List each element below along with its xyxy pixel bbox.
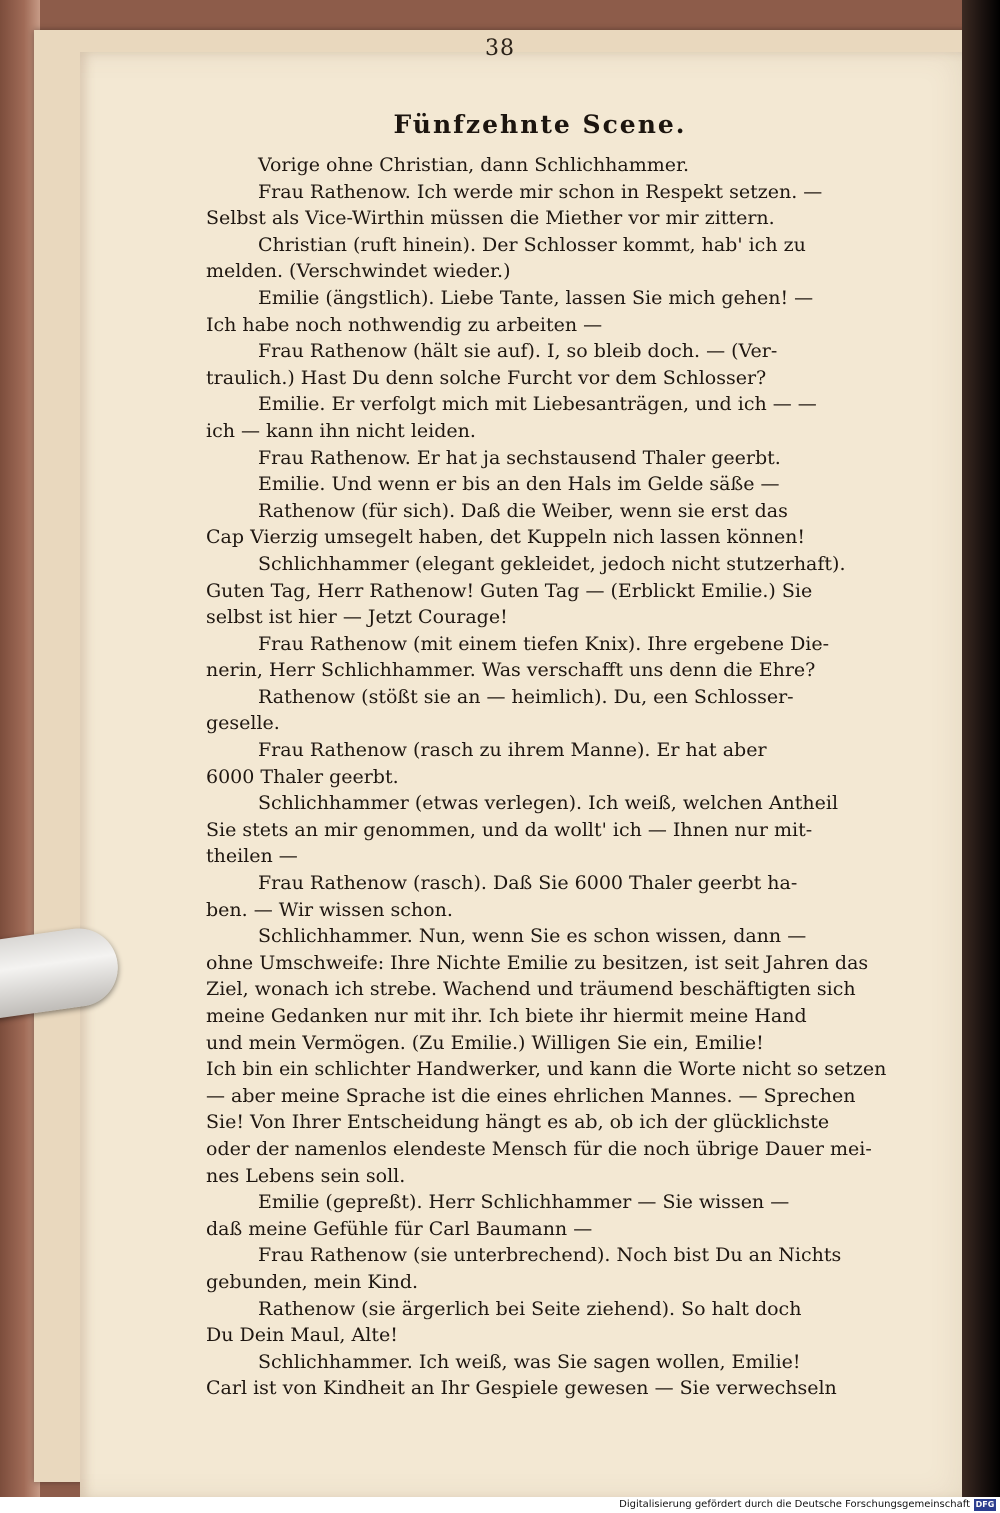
- page-number: 38: [485, 36, 515, 61]
- text-line: Ziel, wonach ich strebe. Wachend und träumend beschäftigten sich: [206, 978, 856, 1001]
- text-line: Frau Rathenow. Ich werde mir schon in Respekt setzen. —: [258, 180, 823, 203]
- text-line: Christian (ruft hinein). Der Schlosser kommt, hab' ich zu: [258, 233, 806, 256]
- footer-bar: [0, 1497, 1000, 1513]
- text-line: und mein Vermögen. (Zu Emilie.) Willigen Sie ein, Emilie!: [206, 1031, 764, 1054]
- dfg-logo: DFG: [975, 1500, 995, 1509]
- text-line: gebunden, mein Kind.: [206, 1270, 419, 1293]
- text-line: oder der namenlos elendeste Mensch für die noch übrige Dauer mei-: [206, 1137, 872, 1160]
- text-line: nerin, Herr Schlichhammer. Was verschafft uns denn die Ehre?: [206, 659, 816, 682]
- text-line: Emilie. Und wenn er bis an den Hals im Gelde säße —: [258, 473, 780, 496]
- text-line: Rathenow (stößt sie an — heimlich). Du, een Schlosser-: [258, 685, 794, 708]
- text-line: geselle.: [206, 712, 280, 735]
- text-block: [206, 152, 896, 1402]
- text-line: daß meine Gefühle für Carl Baumann —: [206, 1217, 593, 1240]
- book-spine: [962, 0, 1000, 1497]
- text-line: Frau Rathenow (rasch). Daß Sie 6000 Thaler geerbt ha-: [258, 872, 798, 895]
- text-line: Ich habe noch nothwendig zu arbeiten —: [206, 313, 603, 336]
- text-line: Cap Vierzig umsegelt haben, det Kuppeln nich lassen können!: [206, 526, 806, 549]
- text-line: Schlichhammer. Ich weiß, was Sie sagen wollen, Emilie!: [258, 1350, 801, 1373]
- text-line: Frau Rathenow (hält sie auf). I, so bleib doch. — (Ver-: [258, 340, 778, 363]
- text-line: meine Gedanken nur mit ihr. Ich biete ihr hiermit meine Hand: [206, 1005, 807, 1027]
- text-line: Vorige ohne Christian, dann Schlichhammer.: [258, 154, 690, 176]
- text-line: Schlichhammer (elegant gekleidet, jedoch nicht stutzerhaft).: [258, 552, 846, 575]
- text-line: Carl ist von Kindheit an Ihr Gespiele gewesen — Sie verwechseln: [206, 1377, 837, 1400]
- text-line: Emilie (ängstlich). Liebe Tante, lassen Sie mich gehen! —: [258, 286, 814, 309]
- text-line: 6000 Thaler geerbt.: [206, 765, 399, 788]
- funding-credit: Digitalisierung gefördert durch die Deutsche Forschungsgemeinschaft: [619, 1499, 970, 1510]
- text-line: ohne Umschweife: Ihre Nichte Emilie zu besitzen, ist seit Jahren das: [206, 951, 869, 974]
- text-line: Emilie (gepreßt). Herr Schlichhammer — Sie wissen —: [258, 1191, 790, 1214]
- text-line: melden. (Verschwindet wieder.): [206, 260, 511, 283]
- text-line: Rathenow (für sich). Daß die Weiber, wenn sie erst das: [258, 499, 788, 522]
- text-line: Frau Rathenow (rasch zu ihrem Manne). Er hat aber: [258, 739, 767, 762]
- text-line: Frau Rathenow (sie unterbrechend). Noch bist Du an Nichts: [258, 1244, 842, 1267]
- text-line: Schlichhammer (etwas verlegen). Ich weiß, welchen Antheil: [258, 792, 839, 815]
- text-line: — aber meine Sprache ist die eines ehrlichen Mannes. — Sprechen: [206, 1084, 856, 1107]
- text-line: ich — kann ihn nicht leiden.: [206, 419, 476, 442]
- text-line: Frau Rathenow. Er hat ja sechstausend Thaler geerbt.: [258, 446, 781, 469]
- text-line: Sie! Von Ihrer Entscheidung hängt es ab, ob ich der glücklichste: [206, 1111, 830, 1134]
- text-line: Guten Tag, Herr Rathenow! Guten Tag — (Erblickt Emilie.) Sie: [206, 579, 813, 602]
- text-line: traulich.) Hast Du denn solche Furcht vor dem Schlosser?: [206, 366, 767, 389]
- text-line: ben. — Wir wissen schon.: [206, 898, 453, 921]
- text-line: Frau Rathenow (mit einem tiefen Knix). Ihre ergebene Die-: [258, 632, 830, 655]
- text-line: Emilie. Er verfolgt mich mit Liebesanträgen, und ich — —: [258, 393, 817, 416]
- text-line: Ich bin ein schlichter Handwerker, und kann die Worte nicht so setzen: [206, 1058, 887, 1081]
- text-line: Rathenow (sie ärgerlich bei Seite ziehend). So halt doch: [258, 1297, 802, 1320]
- text-line: theilen —: [206, 845, 298, 868]
- text-line: Du Dein Maul, Alte!: [206, 1324, 398, 1347]
- scene-heading: Fünfzehnte Scene.: [393, 110, 687, 139]
- text-line: selbst ist hier — Jetzt Courage!: [206, 606, 508, 629]
- text-line: Selbst als Vice-Wirthin müssen die Miether vor mir zittern.: [206, 207, 775, 230]
- text-line: nes Lebens sein soll.: [206, 1164, 406, 1187]
- text-line: Sie stets an mir genommen, und da wollt' ich — Ihnen nur mit-: [206, 818, 813, 841]
- text-line: Schlichhammer. Nun, wenn Sie es schon wissen, dann —: [258, 925, 807, 948]
